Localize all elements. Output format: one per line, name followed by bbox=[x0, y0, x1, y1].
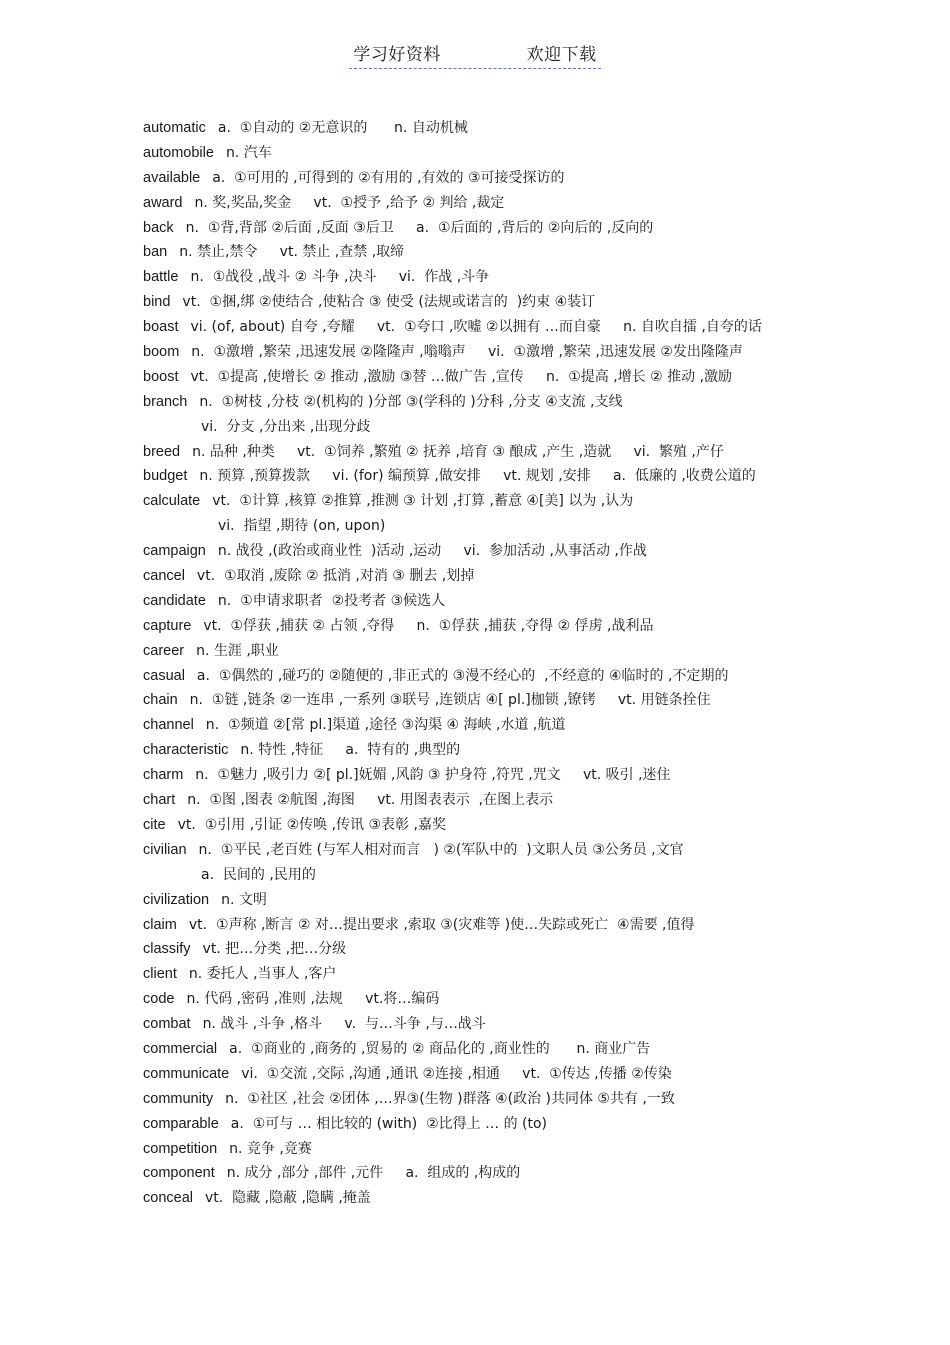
entry-definition: n. ①背,背部 ②后面 ,反面 ③后卫 a. ①后面的 ,背后的 ②向后的 ,反向的 bbox=[185, 219, 654, 236]
entry-word: charm bbox=[143, 767, 184, 784]
entry-word: breed bbox=[143, 443, 181, 460]
entry-definition: a. ①可与 … 相比较的 (with) ②比得上 … 的 (to) bbox=[230, 1115, 548, 1132]
entry-word: automobile bbox=[143, 144, 214, 161]
header-right-text: 欢迎下载 bbox=[526, 45, 597, 65]
vocabulary-entry bbox=[143, 962, 933, 987]
entry-word: comparable bbox=[143, 1115, 219, 1132]
entry-word: candidate bbox=[143, 592, 206, 609]
entry-word: component bbox=[143, 1165, 215, 1182]
header-left-text: 学习好资料 bbox=[353, 45, 441, 65]
vocabulary-entry bbox=[143, 664, 933, 689]
vocabulary-entry bbox=[143, 514, 933, 539]
entry-word: communicate bbox=[143, 1065, 230, 1082]
entry-word: commercial bbox=[143, 1040, 218, 1057]
entry-definition: n. ①魅力 ,吸引力 ②[ pl.]妩媚 ,风韵 ③ 护身符 ,符咒 ,咒文 vt. 吸引 ,迷住 bbox=[195, 767, 671, 784]
entry-definition: n. 委托人 ,当事人 ,客户 bbox=[188, 966, 337, 983]
entry-definition: vi. 指望 ,期待 (on, upon) bbox=[218, 518, 386, 535]
entry-definition: vt. ①提高 ,使增长 ② 推动 ,激励 ③替 …做广告 ,宣传 n. ①提高 ,增长 ② 推动 ,激励 bbox=[190, 368, 733, 385]
entry-definition: n. ①平民 ,老百姓 (与军人相对而言 ) ②(军队中的 )文职人员 ③公务员 ,文官 bbox=[198, 841, 684, 858]
entry-definition: vi. 分支 ,分出来 ,出现分歧 bbox=[201, 418, 371, 435]
vocabulary-entry bbox=[143, 216, 933, 241]
entry-definition: n. 文明 bbox=[221, 891, 267, 908]
vocabulary-entry bbox=[143, 738, 933, 763]
vocabulary-entry bbox=[143, 589, 933, 614]
entry-word: cite bbox=[143, 816, 166, 833]
vocabulary-entry bbox=[143, 838, 933, 863]
entry-definition: n. 成分 ,部分 ,部件 ,元件 a. 组成的 ,构成的 bbox=[226, 1165, 521, 1182]
vocabulary-entry bbox=[143, 464, 933, 489]
entry-word: competition bbox=[143, 1140, 218, 1157]
vocabulary-entry bbox=[143, 539, 933, 564]
vocabulary-entry bbox=[143, 141, 933, 166]
vocabulary-list bbox=[143, 116, 933, 1211]
vocabulary-entry bbox=[143, 440, 933, 465]
entry-definition: a. ①自动的 ②无意识的 n. 自动机械 bbox=[217, 120, 468, 136]
vocabulary-entry bbox=[143, 116, 933, 141]
entry-word: code bbox=[143, 991, 175, 1008]
entry-definition: vt. ①捆,绑 ②使结合 ,使粘合 ③ 使受 (法规或诺言的 )约束 ④装订 bbox=[182, 294, 596, 311]
entry-word: boost bbox=[143, 368, 179, 385]
entry-definition: n. 奖,奖品,奖金 vt. ①授予 ,给予 ② 判给 ,裁定 bbox=[194, 194, 505, 211]
entry-definition: n. 禁止,禁令 vt. 禁止 ,查禁 ,取缔 bbox=[179, 244, 405, 261]
vocabulary-entry bbox=[143, 1087, 933, 1112]
entry-definition: n. 竞争 ,竞赛 bbox=[229, 1140, 312, 1157]
entry-word: bind bbox=[143, 294, 171, 311]
vocabulary-entry bbox=[143, 489, 933, 514]
entry-definition: vt. ①俘获 ,捕获 ② 占领 ,夺得 n. ①俘获 ,捕获 ,夺得 ② 俘虏 ,战利品 bbox=[203, 617, 654, 634]
entry-definition: a. ①商业的 ,商务的 ,贸易的 ② 商品化的 ,商业性的 n. 商业广告 bbox=[229, 1040, 651, 1057]
entry-definition: n. 代码 ,密码 ,准则 ,法规 vt.将…编码 bbox=[186, 991, 440, 1008]
entry-word: battle bbox=[143, 269, 179, 286]
vocabulary-entry bbox=[143, 813, 933, 838]
entry-definition: vt. 把…分类 ,把…分级 bbox=[202, 941, 347, 958]
entry-definition: n. 汽车 bbox=[225, 144, 272, 161]
vocabulary-entry bbox=[143, 1012, 933, 1037]
entry-word: client bbox=[143, 966, 177, 983]
vocabulary-entry bbox=[143, 987, 933, 1012]
vocabulary-entry bbox=[143, 240, 933, 265]
entry-definition: n. ①社区 ,社会 ②团体 ,…界③(生物 )群落 ④(政治 )共同体 ⑤共有 ,一致 bbox=[225, 1090, 675, 1107]
entry-definition: n. 品种 ,种类 vt. ①饲养 ,繁殖 ② 抚养 ,培育 ③ 酿成 ,产生 ,造就 vi. 繁殖 ,产仔 bbox=[192, 443, 724, 460]
vocabulary-entry bbox=[143, 191, 933, 216]
header-banner bbox=[349, 40, 600, 69]
entry-word: calculate bbox=[143, 493, 201, 510]
entry-definition: n. ①激增 ,繁荣 ,迅速发展 ②隆隆声 ,嗡嗡声 vi. ①激增 ,繁荣 ,迅速发展 ②发出隆隆声 bbox=[191, 344, 743, 361]
vocabulary-entry bbox=[143, 1186, 933, 1211]
entry-word: chart bbox=[143, 792, 176, 809]
entry-definition: vt. ①计算 ,核算 ②推算 ,推测 ③ 计划 ,打算 ,蓄意 ④[美] 以为 ,认为 bbox=[212, 493, 634, 510]
entry-definition: vi. (of, about) 自夸 ,夸耀 vt. ①夸口 ,吹嘘 ②以拥有 …而自豪 n. 自吹自擂 ,自夸的话 bbox=[190, 319, 762, 336]
entry-definition: a. ①偶然的 ,碰巧的 ②随便的 ,非正式的 ③漫不经心的 ,不经意的 ④临时的 ,不定期的 bbox=[196, 667, 729, 684]
vocabulary-entry bbox=[143, 315, 933, 340]
vocabulary-entry bbox=[143, 1062, 933, 1087]
entry-definition: vt. ①引用 ,引证 ②传唤 ,传讯 ③表彰 ,嘉奖 bbox=[177, 816, 446, 833]
vocabulary-entry bbox=[143, 290, 933, 315]
vocabulary-entry bbox=[143, 888, 933, 913]
entry-word: chain bbox=[143, 692, 178, 709]
vocabulary-entry bbox=[143, 365, 933, 390]
entry-word: conceal bbox=[143, 1190, 193, 1207]
vocabulary-entry bbox=[143, 788, 933, 813]
entry-definition: n. ①申请求职者 ②投考者 ③候选人 bbox=[217, 592, 446, 609]
vocabulary-entry bbox=[143, 1161, 933, 1186]
vocabulary-entry bbox=[143, 415, 933, 440]
entry-word: career bbox=[143, 642, 185, 659]
vocabulary-entry bbox=[143, 390, 933, 415]
entry-definition: n. ①战役 ,战斗 ② 斗争 ,决斗 vi. 作战 ,斗争 bbox=[190, 269, 490, 286]
entry-definition: a. ①可用的 ,可得到的 ②有用的 ,有效的 ③可接受探访的 bbox=[212, 169, 565, 186]
entry-word: combat bbox=[143, 1016, 191, 1033]
entry-word: civilization bbox=[143, 891, 210, 908]
entry-definition: a. 民间的 ,民用的 bbox=[201, 866, 316, 883]
vocabulary-entry bbox=[143, 763, 933, 788]
entry-definition: n. ①图 ,图表 ②航图 ,海图 vt. 用图表表示 ,在图上表示 bbox=[187, 792, 554, 809]
vocabulary-entry bbox=[143, 863, 933, 888]
entry-definition: n. ①频道 ②[常 pl.]渠道 ,途径 ③沟渠 ④ 海峡 ,水道 ,航道 bbox=[205, 717, 566, 734]
vocabulary-entry bbox=[143, 1037, 933, 1062]
entry-definition: n. 战斗 ,斗争 ,格斗 v. 与…斗争 ,与…战斗 bbox=[202, 1016, 486, 1033]
entry-word: campaign bbox=[143, 543, 206, 560]
vocabulary-entry bbox=[143, 166, 933, 191]
vocabulary-entry bbox=[143, 1137, 933, 1162]
entry-definition: n. 生涯 ,职业 bbox=[196, 642, 279, 659]
entry-word: award bbox=[143, 194, 183, 211]
vocabulary-entry bbox=[143, 639, 933, 664]
entry-word: channel bbox=[143, 717, 194, 734]
entry-definition: n. ①链 ,链条 ②一连串 ,一系列 ③联号 ,连锁店 ④[ pl.]枷锁 ,镣铐 vt. 用链条拴住 bbox=[189, 692, 711, 709]
entry-word: capture bbox=[143, 617, 192, 634]
entry-definition: vt. ①声称 ,断言 ② 对…提出要求 ,索取 ③(灾难等 )使…失踪或死亡 ④需要 ,值得 bbox=[188, 916, 695, 933]
entry-word: boom bbox=[143, 344, 180, 361]
entry-word: ban bbox=[143, 244, 168, 261]
entry-word: casual bbox=[143, 667, 185, 684]
entry-word: cancel bbox=[143, 568, 185, 585]
page-header bbox=[0, 40, 950, 69]
vocabulary-entry bbox=[143, 265, 933, 290]
vocabulary-entry bbox=[143, 340, 933, 365]
vocabulary-entry bbox=[143, 1112, 933, 1137]
entry-definition: n. 战役 ,(政治或商业性 )活动 ,运动 vi. 参加活动 ,从事活动 ,作战 bbox=[217, 543, 647, 560]
vocabulary-entry bbox=[143, 614, 933, 639]
entry-word: back bbox=[143, 219, 174, 236]
entry-definition: n. 预算 ,预算拨款 vi. (for) 编预算 ,做安排 vt. 规划 ,安排 a. 低廉的 ,收费公道的 bbox=[199, 468, 756, 485]
entry-definition: n. ①树枝 ,分枝 ②(机构的 )分部 ③(学科的 )分科 ,分支 ④支流 ,支线 bbox=[199, 393, 623, 410]
entry-word: classify bbox=[143, 941, 191, 958]
entry-definition: vt. ①取消 ,废除 ② 抵消 ,对消 ③ 删去 ,划掉 bbox=[196, 568, 475, 585]
vocabulary-entry bbox=[143, 688, 933, 713]
entry-definition: n. 特性 ,特征 a. 特有的 ,典型的 bbox=[240, 742, 461, 759]
entry-word: characteristic bbox=[143, 742, 229, 759]
entry-word: automatic bbox=[143, 120, 206, 136]
vocabulary-entry bbox=[143, 564, 933, 589]
entry-word: claim bbox=[143, 916, 177, 933]
entry-word: civilian bbox=[143, 841, 187, 858]
entry-definition: vi. ①交流 ,交际 ,沟通 ,通讯 ②连接 ,相通 vt. ①传达 ,传播 ②传染 bbox=[241, 1065, 672, 1082]
vocabulary-entry bbox=[143, 913, 933, 938]
entry-word: community bbox=[143, 1090, 214, 1107]
vocabulary-entry bbox=[143, 713, 933, 738]
entry-word: boast bbox=[143, 319, 179, 336]
entry-word: branch bbox=[143, 393, 188, 410]
vocabulary-entry bbox=[143, 937, 933, 962]
entry-word: available bbox=[143, 169, 201, 186]
entry-word: budget bbox=[143, 468, 188, 485]
entry-definition: vt. 隐藏 ,隐蔽 ,隐瞒 ,掩盖 bbox=[204, 1190, 371, 1207]
